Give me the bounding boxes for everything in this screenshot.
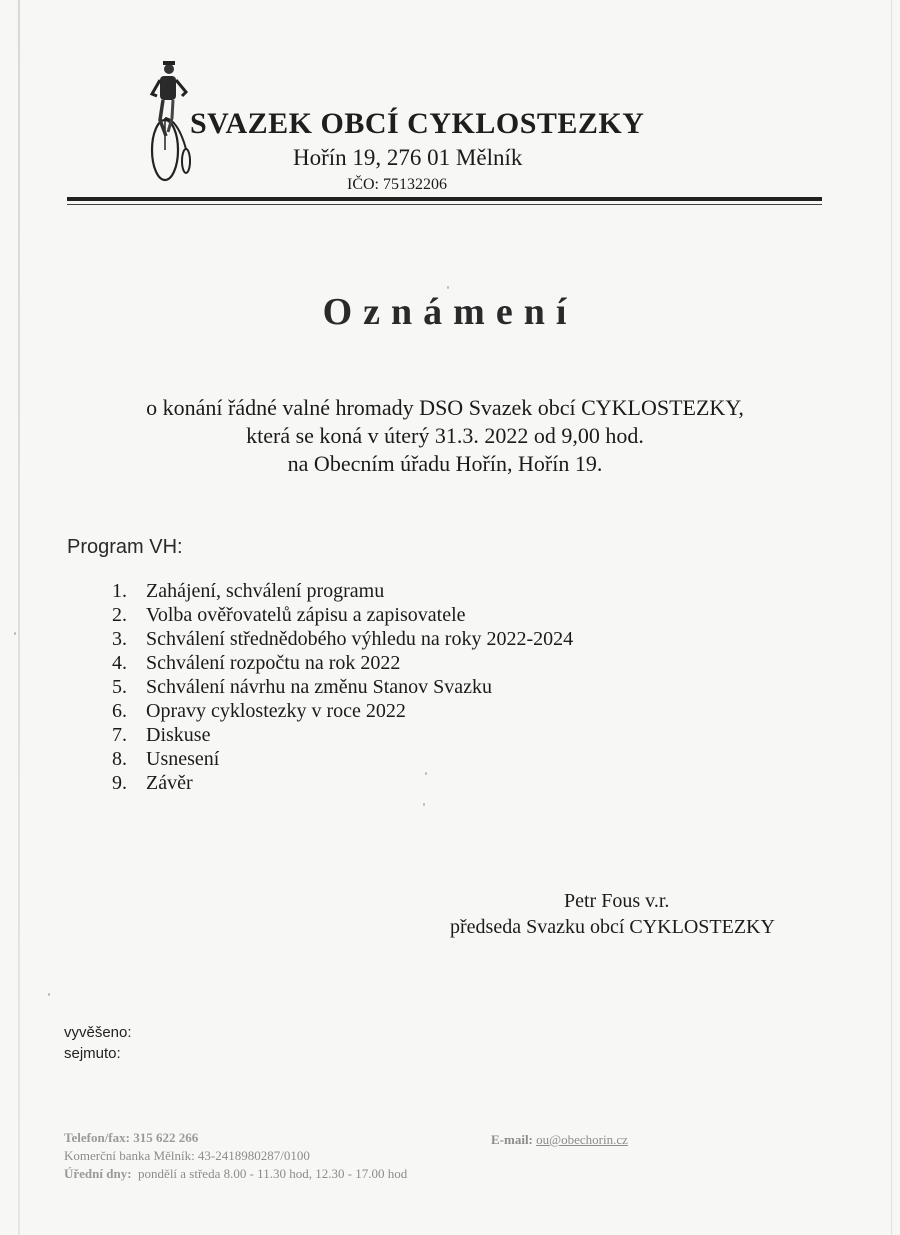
agenda-item-text: Usnesení <box>146 748 220 770</box>
footer-phone-label: Telefon/fax: <box>64 1130 130 1145</box>
footer-email-link[interactable]: ou@obechorin.cz <box>536 1132 628 1147</box>
agenda-item-number: 3. <box>112 628 127 650</box>
footer-email <box>491 1132 628 1148</box>
intro-line: která se koná v úterý 31.3. 2022 od 9,00 hod. <box>246 423 644 448</box>
scan-speck <box>48 993 50 996</box>
footer-hours-value: pondělí a středa 8.00 - 11.30 hod, 12.30 - 17.00 hod <box>138 1166 408 1181</box>
agenda-item-text: Zahájení, schválení programu <box>146 580 385 602</box>
agenda-item-text: Diskuse <box>146 724 211 746</box>
organization-address: Hořín 19, 276 01 Mělník <box>293 145 523 170</box>
scan-speck <box>423 803 425 806</box>
header-divider-thick <box>67 197 822 201</box>
program-heading: Program VH: <box>67 536 183 558</box>
signature-block <box>450 888 810 940</box>
footer-hours-label: Úřední dny: <box>64 1166 132 1181</box>
footer-email-label: E-mail: <box>491 1132 533 1147</box>
footer-bank: Komerční banka Mělník: 43-2418980287/0100 <box>64 1148 310 1163</box>
agenda-item-number: 7. <box>112 724 127 746</box>
scan-speck <box>14 632 16 635</box>
agenda-item-text: Schválení střednědobého výhledu na roky 2022-2024 <box>146 628 574 650</box>
agenda-item-number: 2. <box>112 604 127 626</box>
intro-line: na Obecním úřadu Hořín, Hořín 19. <box>287 451 603 476</box>
agenda-item-number: 6. <box>112 700 127 722</box>
agenda-item <box>112 723 573 747</box>
footer-phone <box>64 1129 407 1147</box>
agenda-item-text: Schválení rozpočtu na rok 2022 <box>146 652 401 674</box>
signatory-role: předseda Svazku obcí CYKLOSTEZKY <box>450 916 775 938</box>
agenda-item <box>112 579 573 603</box>
organization-name: SVAZEK OBCÍ CYKLOSTEZKY <box>190 107 645 140</box>
agenda-item <box>112 651 573 675</box>
announcement-intro <box>0 394 890 478</box>
agenda-item-text: Schválení návrhu na změnu Stanov Svazku <box>146 676 493 698</box>
posted-label: vyvěšeno: <box>64 1024 132 1041</box>
scan-edge-right <box>891 0 892 1235</box>
scan-speck <box>425 772 427 775</box>
penny-farthing-cyclist-icon <box>148 58 194 184</box>
agenda-item-text: Opravy cyklostezky v roce 2022 <box>146 700 406 722</box>
agenda-item-number: 1. <box>112 580 127 602</box>
agenda-list <box>112 579 573 795</box>
signatory-name: Petr Fous v.r. <box>564 890 670 912</box>
agenda-item-text: Závěr <box>146 772 193 794</box>
agenda-item-text: Volba ověřovatelů zápisu a zapisovatele <box>146 604 466 626</box>
agenda-item-number: 8. <box>112 748 127 770</box>
agenda-item <box>112 771 573 795</box>
removed-label: sejmuto: <box>64 1045 121 1062</box>
agenda-item-number: 4. <box>112 652 127 674</box>
document-title: Oznámení <box>322 291 578 333</box>
agenda-item <box>112 699 573 723</box>
agenda-item <box>112 627 573 651</box>
agenda-item <box>112 675 573 699</box>
agenda-item-number: 9. <box>112 772 127 794</box>
agenda-item <box>112 747 573 771</box>
scan-edge-left <box>18 0 20 1235</box>
header-divider-thin <box>67 204 822 205</box>
intro-line: o konání řádné valné hromady DSO Svazek obcí CYKLOSTEZKY, <box>146 395 744 420</box>
footer-contact <box>64 1129 407 1183</box>
agenda-item <box>112 603 573 627</box>
agenda-item-number: 5. <box>112 676 127 698</box>
scan-speck <box>447 286 449 289</box>
footer-phone-value: 315 622 266 <box>133 1130 199 1145</box>
organization-ico: IČO: 75132206 <box>347 176 447 193</box>
posting-record <box>64 1022 132 1064</box>
footer-hours <box>64 1165 407 1183</box>
